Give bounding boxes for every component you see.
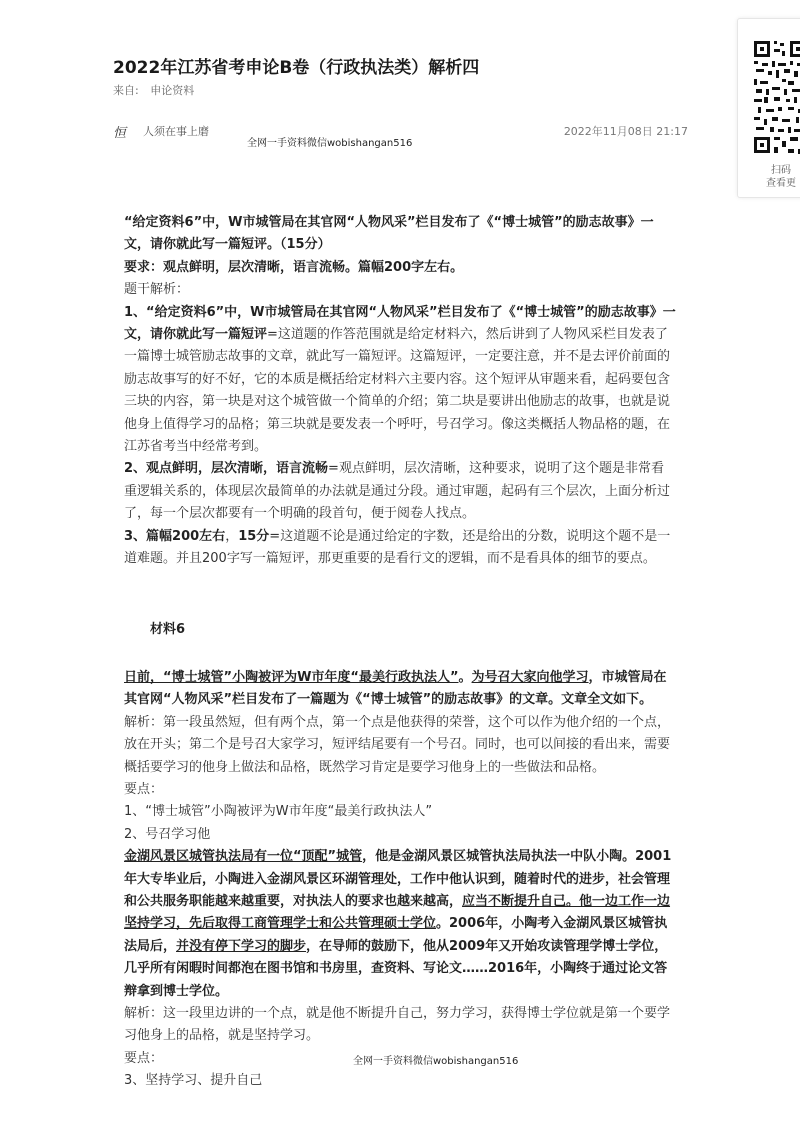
material-para-1-text-2: ，市城管局在其官网“人物风采”栏目发布了一篇题为《“博士城管”的励志故事》的文章。文章全文如下。 bbox=[124, 669, 667, 708]
source-name-link[interactable]: 申论资料 bbox=[150, 84, 195, 97]
key-points-heading-1: 要点： bbox=[124, 781, 164, 797]
key-point-1: 1、“博士城管”小陶被评为W市年度“最美行政执法人” bbox=[124, 804, 433, 820]
material-analysis-1: 解析：第一段虽然短，但有两个点，第一个点是他获得的荣誉，这个可以作为他介绍的一个点，放在开头；第二个是号召大家学习，短评结尾要有一个号召。同时，也可以间接的看出来，需要概括要学习的他身上做法和品格，既然学习肯定是要学习他身上的一些做法和品格。 bbox=[124, 714, 671, 775]
material-para-2-highlight-1: 金湖风景区城管执法局有一位“顶配”城管 bbox=[124, 849, 363, 865]
key-point-2: 2、号召学习他 bbox=[124, 826, 211, 842]
watermark-top: 全网一手资料微信wobishangan516 bbox=[247, 138, 413, 149]
analysis-point-1-text: =这道题的作答范围就是给定材料六，然后讲到了人物风采栏目发表了一篇博士城管励志故事的文章，就此写一篇短评。这篇短评，一定要注意，并不是去评价前面的励志故事写的好不好，它的本质是概括给定材料六主要内容。这个短评从审题来看，起码要包含三块的内容，第一块是对这个城管做一个简单的介绍；第二块是要讲出他励志的故事，也就是说他身上值得学习的品格；第三块就是要发表一个呼吁，号召学习。像这类概括人物品格的题，在江苏省考当中经常考到。 bbox=[124, 327, 671, 455]
material-title: 材料6 bbox=[150, 621, 186, 637]
author-logo: 恒 bbox=[113, 126, 127, 141]
analysis-point-2 bbox=[124, 458, 676, 525]
analysis-point-3-key: 3、篇幅200左右 bbox=[124, 528, 226, 544]
material-para-2-text-1: ，他是金湖风景区城管执法局执法一中队小陶。2001年大专毕业后，小陶进入金湖风景区环湖管理处，工作中他认识到，随着时代的进步，社会管理和公共服务职能越来越重要，对执法人的要求也越来越高， bbox=[124, 849, 672, 909]
analysis-point-3-sep: ， bbox=[225, 528, 239, 544]
material-para-1 bbox=[124, 667, 676, 712]
material-para-2-text-3: ，在导师的鼓励下，他从2009年又开始攻读管理学博士学位，几乎所有闲暇时间都泡在图书馆和书房里，查资料、写论文……2016年，小陶终于通过论文答辩拿到博士学位。 bbox=[124, 938, 668, 999]
analysis-point-2-text: =观点鲜明，层次清晰，这种要求，说明了这个题是非常看重逻辑关系的，体现层次最简单的办法就是通过分段。通过审题，起码有三个层次，上面分析过了，每一个层次都要有一个明确的段首句，便于阅卷人找点。 bbox=[124, 461, 671, 522]
qr-code-icon bbox=[752, 37, 800, 157]
analysis-point-1 bbox=[124, 302, 676, 459]
analysis-heading: 题干解析： bbox=[124, 282, 190, 298]
key-point-3: 3、坚持学习、提升自己 bbox=[124, 1073, 263, 1089]
material-para-1-highlight-2: 为号召大家向他学习 bbox=[471, 669, 589, 685]
material-analysis-2: 解析：这一段里边讲的一个点，就是他不断提升自己，努力学习，获得博士学位就是第一个要学习他身上的品格，就是坚持学习。 bbox=[124, 1006, 671, 1044]
material-para-2-highlight-2: 应当不断提升自己。他一边工作一边坚持学习，先后取得工商管理学士和公共管理硕士学位 bbox=[124, 893, 671, 932]
question-requirement: 要求：观点鲜明，层次清晰，语言流畅。篇幅200字左右。 bbox=[124, 259, 464, 275]
question-prompt: “给定资料6”中，W市城管局在其官网“人物风采”栏目发布了《“博士城管”的励志故事》一文，请你就此写一篇短评。（15分） bbox=[124, 215, 654, 253]
material-para-2-highlight-3: 并没有停下学习的脚步 bbox=[176, 938, 307, 954]
analysis-point-3-text: =这道题不论是通过给定的字数，还是给出的分数，说明这个题不是一道难题。并且200字写一篇短评，那更重要的是看行文的逻辑，而不是看具体的细节的要点。 bbox=[124, 528, 671, 567]
analysis-point-2-key: 2、观点鲜明，层次清晰，语言流畅 bbox=[124, 461, 329, 477]
article-title: 2022年江苏省考申论B卷（行政执法类）解析四 bbox=[113, 58, 480, 78]
material-para-2 bbox=[124, 846, 676, 1003]
key-points-heading-2: 要点： bbox=[124, 1050, 164, 1066]
qr-caption-line2: 查看更 bbox=[766, 178, 796, 189]
qr-caption bbox=[746, 164, 800, 190]
watermark-bottom: 全网一手资料微信wobishangan516 bbox=[353, 1056, 519, 1067]
qr-caption-line1: 扫码 bbox=[771, 165, 791, 176]
material-para-1-text-1: 。 bbox=[458, 669, 472, 685]
material-para-1-highlight-1: 日前，“博士城管”小陶被评为W市年度“最美行政执法人” bbox=[124, 669, 459, 685]
material-para-2-text-2: 。2006年，小陶考入金湖风景区城管执法局后， bbox=[124, 916, 668, 954]
author-name-link[interactable]: 人须在事上磨 bbox=[143, 125, 209, 138]
article-body bbox=[124, 212, 676, 1093]
analysis-point-1-key: 1、“给定资料6”中，W市城管局在其官网“人物风采”栏目发布了《“博士城管”的励志故事》一文，请你就此写一篇短评 bbox=[124, 304, 676, 343]
analysis-point-3 bbox=[124, 526, 676, 571]
source-label: 来自: bbox=[113, 84, 139, 97]
article-source bbox=[113, 82, 194, 98]
analysis-point-3-score: 15分 bbox=[238, 528, 270, 544]
publish-date: 2022年11月08日 21:17 bbox=[563, 125, 688, 138]
qr-code-panel[interactable] bbox=[737, 18, 800, 198]
